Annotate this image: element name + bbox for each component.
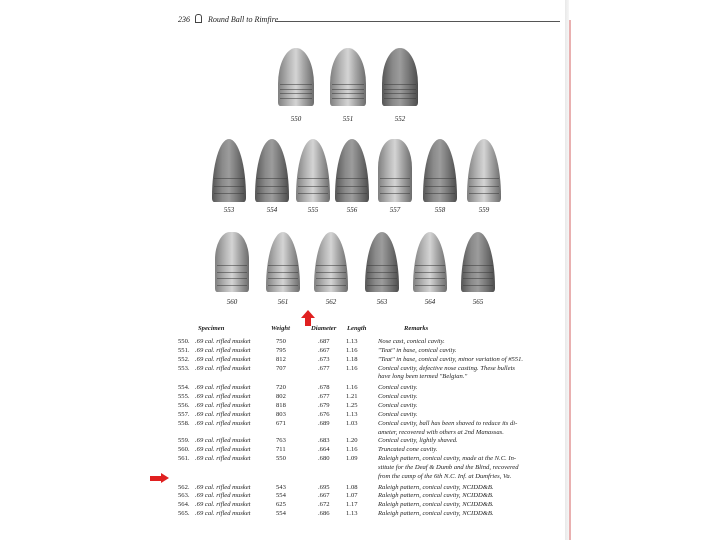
specimen-length: 1.16 bbox=[346, 384, 358, 392]
figure-label-560: 560 bbox=[226, 298, 238, 306]
table-row bbox=[178, 455, 558, 464]
specimen-remarks: Raleigh pattern, conical cavity, NCIDD&B. bbox=[378, 483, 494, 491]
specimen-remarks-continued: ameter, recovered with others at 2nd Manassas. bbox=[378, 428, 504, 436]
specimen-length: 1.16 bbox=[346, 346, 358, 354]
red-arrow-right-icon bbox=[150, 473, 170, 483]
figure-label-557: 557 bbox=[389, 206, 401, 214]
figure-label-558: 558 bbox=[434, 206, 446, 214]
specimen-remarks: Truncated cone cavity. bbox=[378, 446, 438, 454]
specimen-diameter: .679 bbox=[318, 401, 330, 409]
specimen-weight: 543 bbox=[276, 483, 286, 491]
specimen-remarks: Conical cavity. bbox=[378, 393, 418, 401]
specimen-weight: 720 bbox=[276, 384, 286, 392]
specimen-number: 552. bbox=[178, 355, 190, 363]
specimen-number: 556. bbox=[178, 401, 190, 409]
bullet-emblem-icon bbox=[195, 14, 202, 23]
specimen-number: 558. bbox=[178, 419, 190, 427]
table-row bbox=[178, 365, 558, 374]
figure-label-565: 565 bbox=[472, 298, 484, 306]
specimen-length: 1.25 bbox=[346, 401, 358, 409]
specimen-weight: 795 bbox=[276, 346, 286, 354]
page-edge-mark bbox=[569, 20, 571, 540]
bullet-photo-555 bbox=[296, 139, 330, 202]
specimen-diameter: .695 bbox=[318, 483, 330, 491]
specimen-description: .69 cal. rifled musket bbox=[195, 384, 251, 392]
table-row bbox=[178, 420, 558, 429]
specimen-remarks: Conical cavity. bbox=[378, 401, 418, 409]
specimen-description: .69 cal. rifled musket bbox=[195, 446, 251, 454]
specimen-number: 564. bbox=[178, 501, 190, 509]
specimen-diameter: .678 bbox=[318, 384, 330, 392]
specimen-number: 559. bbox=[178, 437, 190, 445]
specimen-number: 562. bbox=[178, 483, 190, 491]
table-row bbox=[178, 402, 558, 411]
table-row bbox=[178, 510, 558, 519]
specimen-length: 1.21 bbox=[346, 393, 358, 401]
specimen-remarks: "Teat" in base, conical cavity, minor variation of #551. bbox=[378, 355, 524, 363]
specimen-weight: 750 bbox=[276, 338, 286, 345]
table-row bbox=[178, 446, 558, 455]
specimen-description: .69 cal. rifled musket bbox=[195, 419, 251, 427]
specimen-weight: 802 bbox=[276, 393, 286, 401]
specimen-diameter: .687 bbox=[318, 338, 330, 345]
figure-label-552: 552 bbox=[394, 115, 406, 123]
figure-label-556: 556 bbox=[346, 206, 358, 214]
specimen-description: .69 cal. rifled musket bbox=[195, 355, 251, 363]
table-row bbox=[178, 484, 558, 493]
specimen-diameter: .667 bbox=[318, 492, 330, 500]
specimen-diameter: .683 bbox=[318, 437, 330, 445]
figure-label-559: 559 bbox=[478, 206, 490, 214]
specimen-diameter: .667 bbox=[318, 346, 330, 354]
table-row bbox=[178, 437, 558, 446]
specimen-remarks-continued: have long been termed "Belgian." bbox=[378, 373, 468, 381]
specimen-remarks: Conical cavity. bbox=[378, 384, 418, 392]
specimen-description: .69 cal. rifled musket bbox=[195, 437, 251, 445]
bullet-photo-564 bbox=[413, 232, 447, 292]
specimen-description: .69 cal. rifled musket bbox=[195, 401, 251, 409]
specimen-number: 565. bbox=[178, 510, 190, 518]
figure-label-564: 564 bbox=[424, 298, 436, 306]
specimen-remarks: Raleigh pattern, conical cavity, made at the N.C. In- bbox=[378, 455, 517, 463]
specimen-diameter: .676 bbox=[318, 410, 330, 418]
bullet-photo-557 bbox=[378, 139, 412, 202]
bullet-photo-563 bbox=[365, 232, 399, 292]
bullet-photo-562 bbox=[314, 232, 348, 292]
page-header bbox=[178, 13, 558, 27]
specimen-number: 554. bbox=[178, 384, 190, 392]
bullet-photo-552 bbox=[382, 48, 418, 106]
specimen-description: .69 cal. rifled musket bbox=[195, 483, 251, 491]
specimen-remarks-continued: from the camp of the 6th N.C. Inf. at Dumfries, Va. bbox=[378, 472, 512, 480]
specimen-number: 555. bbox=[178, 393, 190, 401]
header-specimen: Specimen bbox=[198, 325, 225, 332]
specimen-diameter: .677 bbox=[318, 364, 330, 372]
specimen-weight: 707 bbox=[276, 364, 286, 372]
specimen-remarks: Raleigh pattern, conical cavity, NCIDD&B. bbox=[378, 501, 494, 509]
specimen-length: 1.13 bbox=[346, 338, 358, 345]
specimen-length: 1.20 bbox=[346, 437, 358, 445]
specimen-weight: 763 bbox=[276, 437, 286, 445]
specimen-weight: 711 bbox=[276, 446, 286, 454]
header-diameter: Diameter bbox=[311, 325, 337, 332]
specimen-remarks-continued: stitute for the Deaf & Dumb and the Blind, recovered bbox=[378, 463, 519, 471]
table-row bbox=[178, 356, 558, 365]
figure-label-554: 554 bbox=[266, 206, 278, 214]
header-length: Length bbox=[347, 325, 367, 332]
specimen-remarks: Raleigh pattern, conical cavity, NCIDD&B. bbox=[378, 492, 494, 500]
specimen-length: 1.09 bbox=[346, 455, 358, 463]
running-title: Round Ball to Rimfire bbox=[208, 15, 279, 24]
specimen-number: 563. bbox=[178, 492, 190, 500]
specimen-description: .69 cal. rifled musket bbox=[195, 501, 251, 509]
specimen-weight: 554 bbox=[276, 510, 286, 518]
figure-label-563: 563 bbox=[376, 298, 388, 306]
specimen-diameter: .664 bbox=[318, 446, 330, 454]
specimen-description: .69 cal. rifled musket bbox=[195, 410, 251, 418]
specimen-description: .69 cal. rifled musket bbox=[195, 510, 251, 518]
bullet-photo-558 bbox=[423, 139, 457, 202]
figure-label-555: 555 bbox=[307, 206, 319, 214]
specimen-diameter: .689 bbox=[318, 419, 330, 427]
bullet-photo-565 bbox=[461, 232, 495, 292]
page-number: 236 bbox=[178, 15, 190, 24]
table-row bbox=[178, 411, 558, 420]
specimen-description: .69 cal. rifled musket bbox=[195, 455, 251, 463]
bullet-photo-561 bbox=[266, 232, 300, 292]
specimen-description: .69 cal. rifled musket bbox=[195, 346, 251, 354]
bullet-photo-560 bbox=[215, 232, 249, 292]
bullet-photo-559 bbox=[467, 139, 501, 202]
table-row bbox=[178, 384, 558, 393]
specimen-length: 1.13 bbox=[346, 510, 358, 518]
specimen-remarks: Nose cast, conical cavity. bbox=[378, 338, 445, 345]
specimen-length: 1.13 bbox=[346, 410, 358, 418]
bullet-photo-556 bbox=[335, 139, 369, 202]
specimen-remarks: Conical cavity, ball has been shaved to reduce its di- bbox=[378, 419, 518, 427]
specimen-weight: 550 bbox=[276, 455, 286, 463]
specimen-length: 1.07 bbox=[346, 492, 358, 500]
specimen-description: .69 cal. rifled musket bbox=[195, 338, 251, 345]
specimen-diameter: .673 bbox=[318, 355, 330, 363]
specimen-number: 557. bbox=[178, 410, 190, 418]
specimen-length: 1.08 bbox=[346, 483, 358, 491]
header-weight: Weight bbox=[271, 325, 290, 332]
specimen-number: 553. bbox=[178, 364, 190, 372]
specimen-weight: 625 bbox=[276, 501, 286, 509]
specimen-diameter: .672 bbox=[318, 501, 330, 509]
specimen-remarks: Conical cavity, lightly shaved. bbox=[378, 437, 458, 445]
specimen-length: 1.18 bbox=[346, 355, 358, 363]
specimen-remarks: Conical cavity, defective nose casting. These bullets bbox=[378, 364, 515, 372]
figure-label-562: 562 bbox=[325, 298, 337, 306]
header-rule bbox=[275, 21, 560, 22]
header-remarks: Remarks bbox=[404, 325, 429, 332]
bullet-photo-550 bbox=[278, 48, 314, 106]
specimen-weight: 818 bbox=[276, 401, 286, 409]
specimen-length: 1.16 bbox=[346, 364, 358, 372]
specimen-length: 1.16 bbox=[346, 446, 358, 454]
table-header bbox=[178, 325, 558, 335]
specimen-description: .69 cal. rifled musket bbox=[195, 492, 251, 500]
specimen-diameter: .677 bbox=[318, 393, 330, 401]
bullet-photo-553 bbox=[212, 139, 246, 202]
specimen-diameter: .686 bbox=[318, 510, 330, 518]
table-row bbox=[178, 393, 558, 402]
specimen-length: 1.03 bbox=[346, 419, 358, 427]
table-row bbox=[178, 338, 558, 347]
bullet-photo-554 bbox=[255, 139, 289, 202]
specimen-weight: 554 bbox=[276, 492, 286, 500]
specimen-diameter: .680 bbox=[318, 455, 330, 463]
figure-label-561: 561 bbox=[277, 298, 289, 306]
specimen-description: .69 cal. rifled musket bbox=[195, 393, 251, 401]
table-row bbox=[178, 501, 558, 510]
table-row bbox=[178, 347, 558, 356]
specimen-weight: 812 bbox=[276, 355, 286, 363]
figure-label-553: 553 bbox=[223, 206, 235, 214]
specimen-weight: 671 bbox=[276, 419, 286, 427]
specimen-number: 551. bbox=[178, 346, 190, 354]
table-row bbox=[178, 492, 558, 501]
red-arrow-up-icon bbox=[301, 310, 315, 326]
specimen-remarks: Raleigh pattern, conical cavity, NCIDD&B. bbox=[378, 510, 494, 518]
bullet-photo-551 bbox=[330, 48, 366, 106]
specimen-number: 561. bbox=[178, 455, 190, 463]
figure-label-550: 550 bbox=[290, 115, 302, 123]
specimen-remarks: "Teat" in base, conical cavity. bbox=[378, 346, 457, 354]
specimen-description: .69 cal. rifled musket bbox=[195, 364, 251, 372]
specimen-remarks: Conical cavity. bbox=[378, 410, 418, 418]
specimen-weight: 803 bbox=[276, 410, 286, 418]
figure-label-551: 551 bbox=[342, 115, 354, 123]
specimen-length: 1.17 bbox=[346, 501, 358, 509]
specimen-number: 560. bbox=[178, 446, 190, 454]
specimen-number: 550. bbox=[178, 338, 190, 345]
